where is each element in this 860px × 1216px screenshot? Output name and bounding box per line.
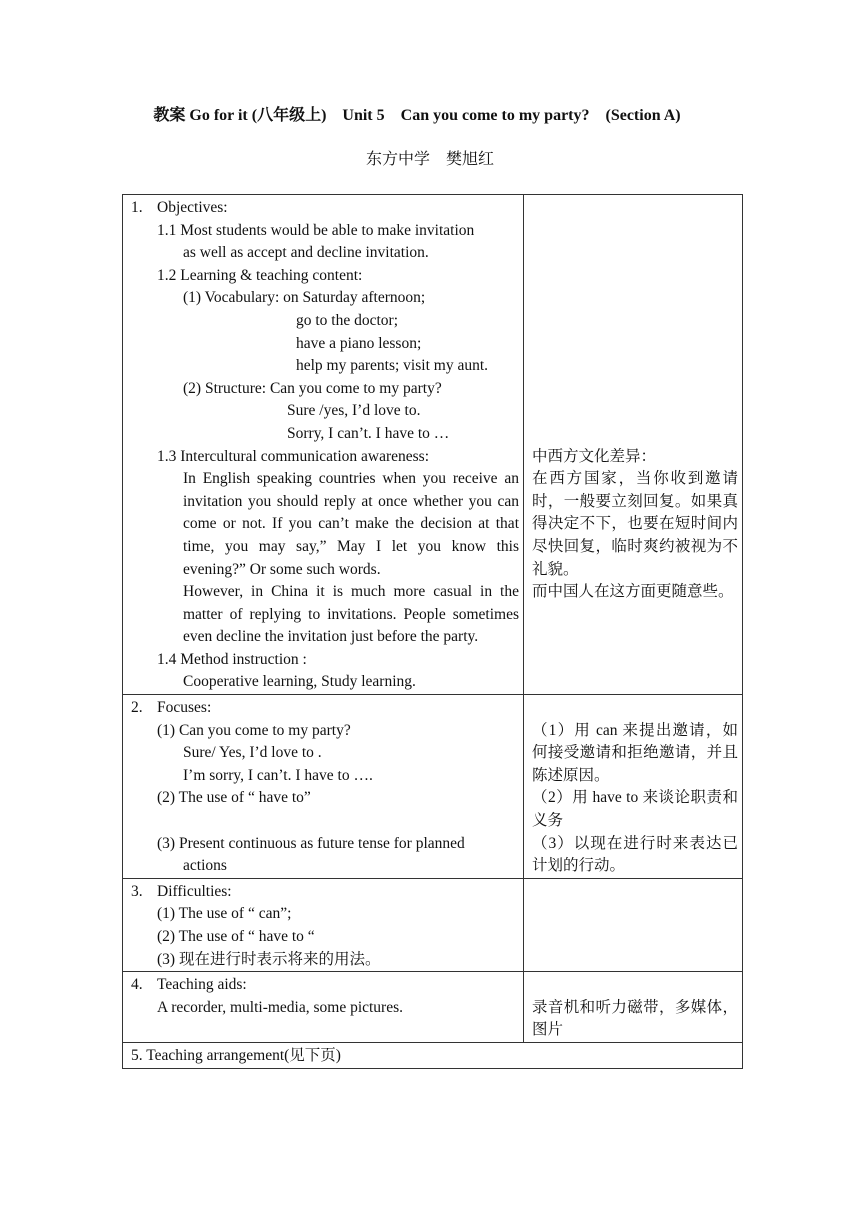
objectives-row [123, 195, 743, 695]
objective-1-2: 1.2 Learning & teaching content: [157, 266, 363, 284]
vocabulary-item: have a piano lesson; [296, 334, 422, 352]
intercultural-paragraph-2: However, in China it is much more casual in the matter of replying to invitations. People sometimes even decline the invitation just before the party. [183, 583, 519, 646]
culture-note-west: 在西方国家，当你收到邀请时，一般要立刻回复。如果真得决定不下，也要在短时间内尽快回复，临时爽约被视为不礼貌。 [532, 470, 738, 578]
structure-line: (2) Structure: Can you come to my party? [183, 379, 442, 397]
focus-note-2: （2）用 have to 来谈论职责和义务 [532, 789, 738, 830]
focus-3: (3) Present continuous as future tense for planned [157, 834, 465, 852]
teaching-aids-cell [123, 972, 524, 1043]
teaching-aids-row [123, 972, 743, 1043]
teaching-aids-heading: 4. Teaching aids: [131, 976, 247, 994]
author-line: 东方中学 樊旭红 [365, 151, 494, 168]
difficulties-row [123, 878, 743, 971]
document-title: 教案 Go for it (八年级上) Unit 5 Can you come to my party? (Section A) [153, 107, 681, 124]
intercultural-paragraph-1: In English speaking countries when you receive an invitation you should reply at once whether you can come or not. If you can’t make the decision at that time, you may say,” May I let you know this evening?” Or some such words. [183, 470, 519, 578]
difficulties-notes-cell [524, 878, 743, 971]
teaching-aids-list: A recorder, multi-media, some pictures. [157, 998, 404, 1016]
vocabulary-item: help my parents; visit my aunt. [296, 357, 489, 375]
method-line: Cooperative learning, Study learning. [183, 673, 416, 691]
vocabulary-line: (1) Vocabulary: on Saturday afternoon; [183, 289, 426, 307]
objectives-heading: 1. Objectives: [131, 199, 228, 216]
arrangement-cell: 5. Teaching arrangement(见下页) [123, 1042, 743, 1068]
focus-note-3: （3）以现在进行时来表达已计划的行动。 [532, 834, 738, 875]
objectives-cell [123, 195, 524, 695]
objective-1-1: 1.1 Most students would be able to make invitation [157, 221, 475, 239]
focuses-heading: 2. Focuses: [131, 699, 212, 717]
lesson-plan-table [122, 194, 743, 1069]
culture-difference-heading: 中西方文化差异： [532, 447, 657, 465]
focus-2: (2) The use of “ have to” [157, 789, 311, 807]
objectives-notes-cell [524, 195, 743, 695]
focuses-cell [123, 695, 524, 879]
focus-1: (1) Can you come to my party? [157, 721, 351, 739]
arrangement-row [123, 1042, 743, 1068]
difficulty-1: (1) The use of “ can”; [157, 905, 292, 923]
difficulty-2: (2) The use of “ have to “ [157, 928, 315, 945]
objective-1-4: 1.4 Method instruction : [157, 650, 307, 668]
teaching-aids-notes-cell [524, 972, 743, 1043]
culture-note-china: 而中国人在这方面更随意些。 [532, 583, 734, 601]
difficulty-3: (3) 现在进行时表示将来的用法。 [157, 950, 381, 968]
focuses-row [123, 695, 743, 879]
structure-item: Sure /yes, I’d love to. [287, 402, 421, 420]
focus-3-cont: actions [183, 857, 227, 875]
objective-1-1-cont: as well as accept and decline invitation. [183, 244, 429, 262]
focus-note-1: （1）用 can 来提出邀请，如何接受邀请和拒绝邀请，并且陈述原因。 [532, 721, 738, 784]
vocabulary-item: go to the doctor; [296, 311, 399, 329]
focus-1-reply: Sure/ Yes, I’d love to . [183, 744, 322, 762]
teaching-aids-note: 录音机和听力磁带，多媒体，图片 [532, 998, 738, 1039]
difficulties-heading: 3. Difficulties: [131, 882, 232, 900]
focus-1-reply: I’m sorry, I can’t. I have to …. [183, 766, 373, 784]
difficulties-cell [123, 878, 524, 971]
objective-1-3: 1.3 Intercultural communication awareness: [157, 447, 430, 465]
structure-item: Sorry, I can’t. I have to … [287, 424, 450, 442]
focuses-notes-cell [524, 695, 743, 879]
